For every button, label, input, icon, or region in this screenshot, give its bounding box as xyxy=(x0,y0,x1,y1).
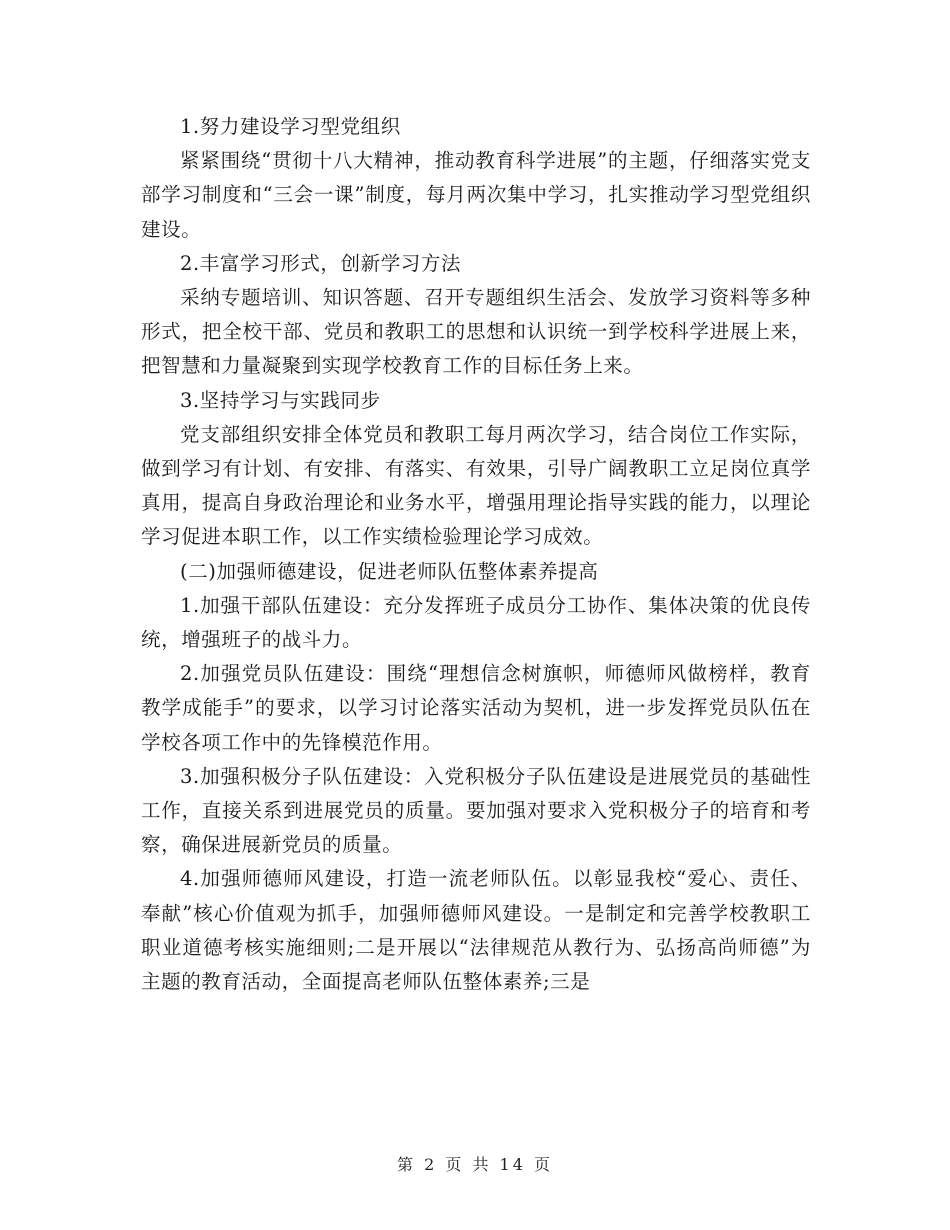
paragraph-learning-forms: 采纳专题培训、知识答题、召开专题组织生活会、发放学习资料等多种形式，把全校干部、党员和教职工的思想和认识统一到学校科学进展上来，把智慧和力量凝聚到实现学校教育工作的目标任务上来。 xyxy=(141,286,811,378)
page-number-footer: 第 2 页 共 14 页 xyxy=(397,1155,553,1174)
paragraph-learning-practice: 党支部组织安排全体党员和教职工每月两次学习，结合岗位工作实际，做到学习有计划、有安排、有落实、有效果，引导广阔教职工立足岗位真学真用，提高自身政治理论和业务水平，增强用理论指导实践的能力，以理论学习促进本职工作，以工作实绩检验理论学习成效。 xyxy=(141,422,811,549)
paragraph-cadre-team: 1.加强干部队伍建设：充分发挥班子成员分工协作、集体决策的优良传统，增强班子的战斗力。 xyxy=(141,593,811,652)
heading-learning-party-org: 1.努力建设学习型党组织 xyxy=(180,115,401,138)
section-heading-teacher-ethics: (二)加强师德建设，促进老师队伍整体素养提高 xyxy=(180,559,599,583)
paragraph-party-member-team: 2.加强党员队伍建设：围绕“理想信念树旗帜，师德师风做榜样，教育教学成能手”的要求，以学习讨论落实活动为契机，进一步发挥党员队伍在学校各项工作中的先锋模范作用。 xyxy=(141,662,811,754)
heading-learning-forms: 2.丰富学习形式，创新学习方法 xyxy=(180,251,462,275)
paragraph-ethics-building: 4.加强师德师风建设，打造一流老师队伍。以彰显我校“爱心、责任、奉献”核心价值观为抓手，加强师德师风建设。一是制定和完善学校教职工职业道德考核实施细则;二是开展以“法律规范从教行为、弘扬高尚师德”为主题的教育活动，全面提高老师队伍整体素养;三是 xyxy=(141,867,811,994)
paragraph-learning-party-org: 紧紧围绕“贯彻十八大精神，推动教育科学进展”的主题，仔细落实党支部学习制度和“三会一课”制度，每月两次集中学习，扎实推动学习型党组织建设。 xyxy=(141,149,811,241)
paragraph-activist-team: 3.加强积极分子队伍建设：入党积极分子队伍建设是进展党员的基础性工作，直接关系到进展党员的质量。要加强对要求入党积极分子的培育和考察，确保进展新党员的质量。 xyxy=(141,764,811,857)
document-body xyxy=(141,110,811,999)
heading-learning-practice: 3.坚持学习与实践同步 xyxy=(180,388,381,412)
